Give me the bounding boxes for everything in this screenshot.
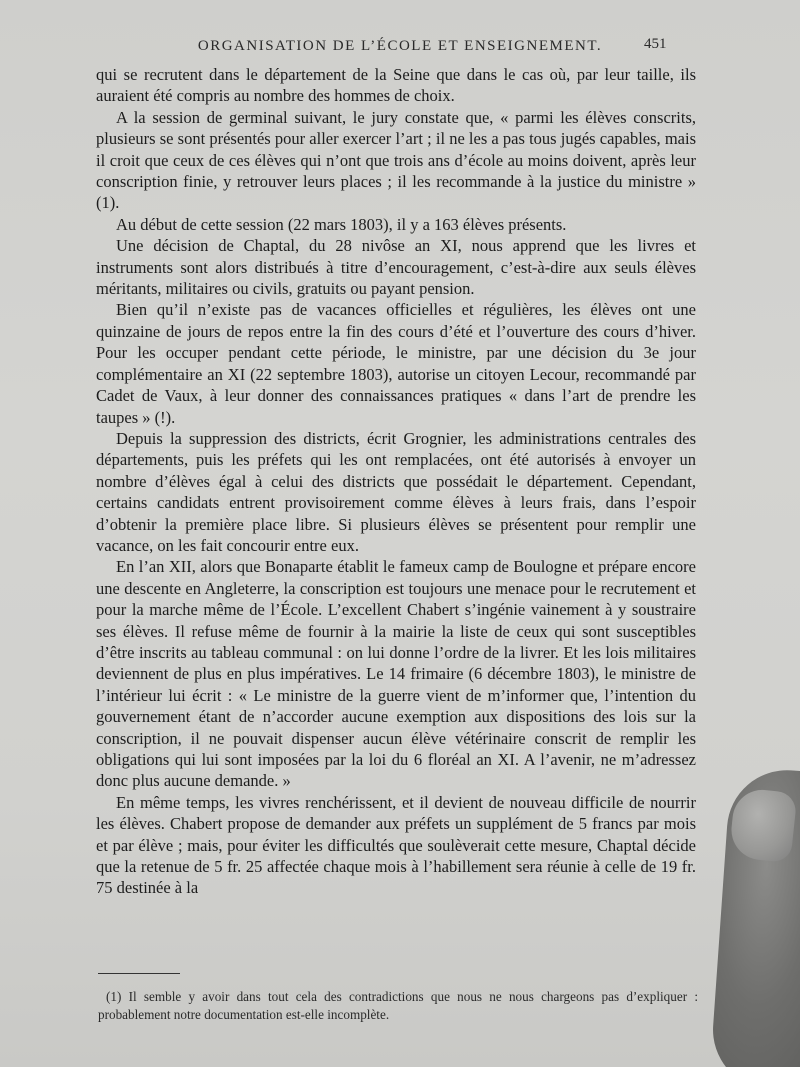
footnote: (1) Il semble y avoir dans tout cela des contradictions que nous ne nous chargeons pas d’expliquer : probablement notre documentation est-elle incomplète. [98, 989, 698, 1022]
paragraph: Une décision de Chaptal, du 28 nivôse an XI, nous apprend que les livres et instruments sont alors distribués à titre d’encouragement, c’est-à-dire aux seuls élèves méritants, militaires ou civils, gratuits ou payant pension. [96, 236, 696, 299]
footnote-divider [98, 973, 180, 974]
paragraph: Bien qu’il n’existe pas de vacances officielles et régulières, les élèves ont une quinzaine de jours de repos entre la fin des cours d’été et l’ouverture des cours d’hiver. Pour les occuper pendant cette période, le ministre, par une décision du 3e jour complémentaire an XI (22 septembre 1803), autorise un citoyen Lecour, recommandé par Cadet de Vaux, à leur donner des connaissances pratiques « dans l’art de prendre les taupes » (!). [96, 300, 696, 427]
paragraph: Au début de cette session (22 mars 1803), il y a 163 élèves présents. [116, 214, 567, 234]
paragraph: En même temps, les vivres renchérissent, et il devient de nouveau difficile de nourrir les élèves. Chabert propose de demander aux préfets un supplément de 5 francs par mois et par élève ; mais, pour éviter les difficultés que soulèverait cette mesure, Chaptal décide que la retenue de 5 fr. 25 affectée chaque mois à l’habillement sera réunie à celle de 19 fr. 75 destinée à la [96, 792, 696, 898]
paragraph: En l’an XII, alors que Bonaparte établit le fameux camp de Boulogne et prépare encore une descente en Angleterre, la conscription est toujours une menace pour le recrutement et pour la marche même de l’École. L’excellent Chabert s’ingénie vainement à y soustraire ses élèves. Il refuse même de fournir à la mairie la liste de ceux qui sont susceptibles d’être inscrits au tableau communal : on lui donne l’ordre de la livrer. Et les lois militaires deviennent de plus en plus impératives. Le 14 frimaire (6 décembre 1803), le ministre de l’intérieur lui écrit : « Le ministre de la guerre vient de m’informer que, l’intention du gouvernement étant de n’accorder aucune exemption aux dispositions des lois sur la conscription, il ne pouvait dispenser aucun élève vétérinaire conscrit de remplir les obligations qui lui sont imposées par la loi du 6 floréal an XI. A l’avenir, ne m’adressez donc plus aucune demande. » [96, 557, 696, 791]
paragraph: qui se recrutent dans le département de la Seine que dans le cas où, par leur taille, ils auraient été compris au nombre des hommes de choix. [96, 65, 696, 106]
body-text [96, 64, 696, 899]
paragraph: Depuis la suppression des districts, écrit Grognier, les administrations centrales des départements, puis les préfets qui les ont remplacées, ont été autorisés à envoyer un nombre d’élèves égal à celui des districts que possédait le département. Cependant, certains candidats entrent provisoirement comme élèves à leurs frais, dans l’espoir d’obtenir la première place libre. Si plusieurs élèves se présentent pour remplir une vacance, on les fait concourir entre eux. [96, 428, 696, 555]
paragraph: A la session de germinal suivant, le jury constate que, « parmi les élèves conscrits, plusieurs se sont présentés pour aller exercer l’art ; il ne les a pas tous jugés capables, mais il croit que ceux de ces élèves qui n’ont que trois ans d’école au moins doivent, après leur conscription finie, y retrouver leurs places ; il les recommande à la justice du ministre » (1). [96, 107, 696, 213]
running-title: ORGANISATION DE L’ÉCOLE ET ENSEIGNEMENT. [197, 38, 603, 54]
page-number: 451 [644, 36, 667, 52]
